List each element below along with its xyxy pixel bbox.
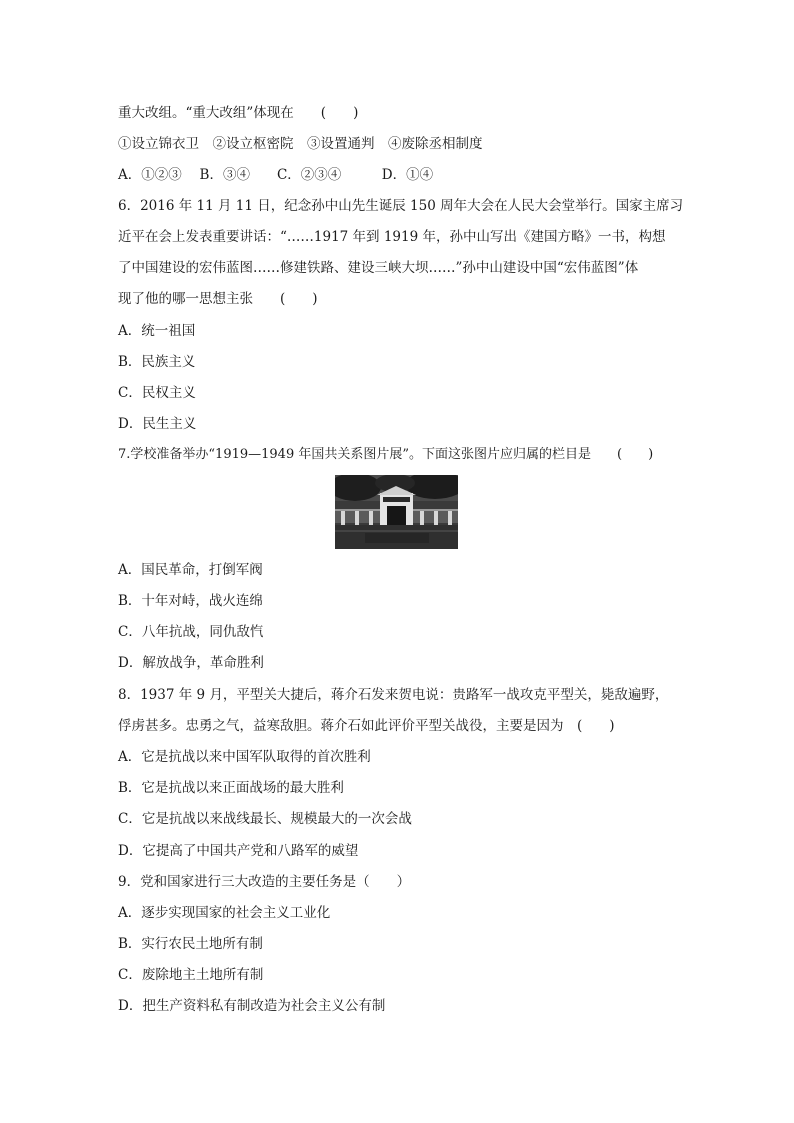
q7-option-a: A．国民革命，打倒军阀 xyxy=(118,562,263,578)
q8-option-d: D．它提高了中国共产党和八路军的威望 xyxy=(118,843,359,859)
q9-option-c: C．废除地主土地所有制 xyxy=(118,967,264,983)
q5-statements: ①设立锦衣卫 ②设立枢密院 ③设置通判 ④废除丞相制度 xyxy=(118,136,483,152)
q6-option-a: A．统一祖国 xyxy=(118,323,196,339)
q8-option-c: C．它是抗战以来战线最长、规模最大的一次会战 xyxy=(118,811,412,827)
q7-option-c: C．八年抗战，同仇敌忾 xyxy=(118,624,264,640)
q6-stem-line-1: 6．2016 年 11 月 11 日，纪念孙中山先生诞辰 150 周年大会在人民大会堂举行。国家主席习 xyxy=(118,198,684,214)
q5-stem-continued: 重大改组。“重大改组”体现在 ( ) xyxy=(118,105,359,121)
q8-stem-line-1: 8．1937 年 9 月，平型关大捷后，蒋介石发来贺电说：贵路军一战攻克平型关，毙敌遍野， xyxy=(118,687,669,703)
q6-option-b: B．民族主义 xyxy=(118,354,196,370)
q7-option-b: B．十年对峙，战火连绵 xyxy=(118,593,263,609)
q6-stem-line-4: 现了他的哪一思想主张 ( ) xyxy=(118,291,318,307)
q9-option-a: A．逐步实现国家的社会主义工业化 xyxy=(118,905,331,921)
q8-option-b: B．它是抗战以来正面战场的最大胜利 xyxy=(118,780,344,796)
q6-stem-line-2: 近平在会上发表重要讲话：“……1917 年到 1919 年，孙中山写出《建国方略》一书，构想 xyxy=(118,229,666,245)
q6-option-c: C．民权主义 xyxy=(118,385,196,401)
q6-stem-line-3: 了中国建设的宏伟蓝图……修建铁路、建设三峡大坝……”孙中山建设中国“宏伟蓝图”体 xyxy=(118,260,639,276)
q9-option-b: B．实行农民土地所有制 xyxy=(118,936,263,952)
q8-option-a: A．它是抗战以来中国军队取得的首次胜利 xyxy=(118,749,371,765)
q7-stem: 7.学校准备举办“1919—1949 年国共关系图片展”。下面这张图片应归属的栏目是 ( ) xyxy=(118,447,654,462)
photo-illustration xyxy=(335,475,458,549)
q8-stem-line-2: 俘虏甚多。忠勇之气，益寒敌胆。蒋介石如此评价平型关战役，主要是因为 ( ) xyxy=(118,718,615,734)
q9-option-d: D．把生产资料私有制改造为社会主义公有制 xyxy=(118,998,386,1014)
q5-options: A．①②③ B．③④ C．②③④ D．①④ xyxy=(118,167,434,183)
historical-photo-gate xyxy=(335,475,458,549)
q9-stem: 9．党和国家进行三大改造的主要任务是（ ） xyxy=(118,874,411,890)
q7-option-d: D．解放战争，革命胜利 xyxy=(118,655,264,671)
q6-option-d: D．民生主义 xyxy=(118,416,197,432)
